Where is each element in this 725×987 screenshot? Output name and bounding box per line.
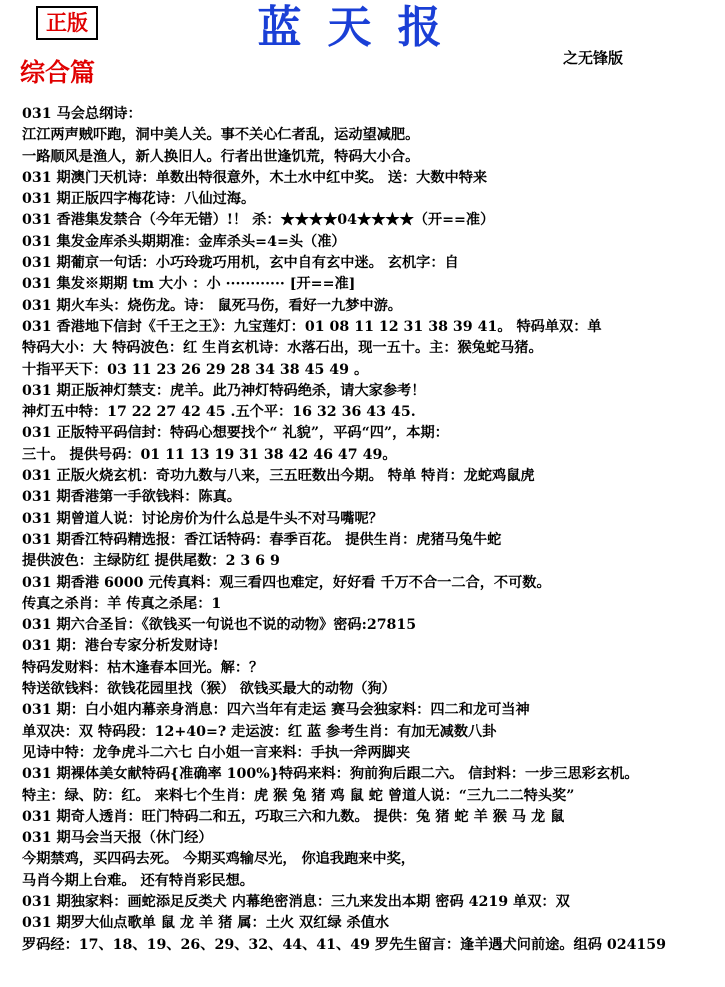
- text-line-8: 031 期葡京一句话：小巧玲珑巧用机，玄中自有玄中迷。 玄机字：自: [22, 255, 459, 272]
- text-line-36: 今期禁鸡，买四码去死。 今期买鸡输尽光， 你追我跑来中奖，: [22, 851, 415, 868]
- text-line-7: 031 集发金库杀头期期准：金库杀头=4=头（准）: [22, 233, 346, 250]
- text-line-28: 特送欲钱料：欲钱花园里找（猴） 欲钱买最大的动物（狗）: [22, 681, 396, 698]
- text-line-33: 特主：绿、防：红。 来料七个生肖：虎 猴 兔 猪 鸡 鼠 蛇 曾道人说：“三九二二特头奖”: [22, 787, 575, 804]
- text-line-40: 罗码经：17、18、19、26、29、32、44、41、49 罗先生留言：逢羊遇犬问前途。组码 024159: [22, 936, 667, 953]
- text-line-30: 单双决：双 特码段：12+40=? 走运波：红 蓝 参考生肖：有加无减数八卦: [22, 723, 497, 740]
- text-line-39: 031 期罗大仙点歌单 鼠 龙 羊 猪 属：土火 双红绿 杀值水: [22, 915, 390, 932]
- text-line-19: 031 期香港第一手欲钱料：陈真。: [22, 489, 241, 506]
- text-line-25: 031 期六合圣旨：《欲钱买一句说也不说的动物》密码:27815: [22, 617, 417, 634]
- genuine-edition-badge: 正版: [36, 6, 98, 40]
- text-line-27: 特码发财料：枯木逢春本回光。解：？: [22, 659, 264, 676]
- text-line-23: 031 期香港 6000 元传真料：观三看四也难定，好好看 千万不合一二合，不可数。: [22, 574, 551, 591]
- text-line-26: 031 期：港台专家分析发财诗!: [22, 638, 219, 655]
- text-line-16: 031 正版特平码信封：特码心想要找个“ 礼貌”，平码“四”，本期：: [22, 425, 449, 442]
- newspaper-title: 蓝天报: [257, 2, 468, 53]
- text-line-18: 031 正版火烧玄机：奇功九数与八来，三五旺数出今期。 特单 特肖：龙蛇鸡鼠虎: [22, 468, 535, 485]
- text-line-1: 031 马会总纲诗：: [22, 106, 142, 122]
- article-body: [22, 104, 717, 956]
- text-line-21: 031 期香江特码精选报：香江话特码：春季百花。 提供生肖：虎猪马兔牛蛇: [22, 531, 502, 548]
- text-line-37: 马肖今期上台难。 还有特肖彩民想。: [22, 872, 254, 889]
- text-line-32: 031 期裸体美女献特码{准确率 100%}特码来料：狗前狗后跟二六。 信封料：一步三思彩玄机。: [22, 766, 639, 783]
- text-line-17: 三十。 提供号码：01 11 13 19 31 38 42 46 47 49。: [22, 446, 397, 463]
- text-line-34: 031 期奇人透肖：旺门特码二和五，巧取三六和九数。 提供：兔 猪 蛇 羊 猴 马 龙 鼠: [22, 808, 565, 825]
- edition-label: 之无锋版: [563, 49, 624, 67]
- text-line-4: 031 期澳门天机诗：单数出特很意外，木土水中红中奖。 送：大数中特来: [22, 169, 488, 186]
- text-line-24: 传真之杀肖：羊 传真之杀尾：1: [22, 595, 222, 612]
- text-line-15: 神灯五中特：17 22 27 42 45 .五个平：16 32 36 43 45.: [22, 404, 416, 421]
- text-line-12: 特码大小：大 特码波色：红 生肖玄机诗：水落石出，现一五十。主：猴兔蛇马猪。: [22, 340, 543, 357]
- text-line-2: 江江两声贼吓跑，洞中美人关。事不关心仁者乱，运动望减肥。: [22, 127, 420, 144]
- section-title: 综合篇: [20, 58, 96, 87]
- text-line-14: 031 期正版神灯禁支：虎羊。此乃神灯特码绝杀，请大家参考！: [22, 382, 426, 399]
- text-line-35: 031 期马会当天报（休门经）: [22, 830, 213, 847]
- text-line-9: 031 集发※期期 tm 大小 ：小 ············ [开==准]: [22, 276, 356, 293]
- text-line-6: 031 香港集发禁合（今年无错）!！ 杀：★★★★04★★★★（开==准）: [22, 212, 495, 229]
- text-line-29: 031 期：白小姐内幕亲身消息：四六当年有走运 赛马会独家料：四二和龙可当神: [22, 702, 530, 719]
- text-line-13: 十指平天下：03 11 23 26 29 28 34 38 45 49 。: [22, 361, 369, 378]
- text-line-31: 见诗中特：龙争虎斗二六七 白小姐一言来料：手执一斧两脚夹: [22, 744, 411, 761]
- text-line-20: 031 期曾道人说：讨论房价为什么总是牛头不对马嘴呢？: [22, 510, 383, 527]
- text-line-38: 031 期独家料：画蛇添足反类犬 内幕绝密消息：三九来发出本期 密码 4219 单双：双: [22, 893, 570, 910]
- text-line-22: 提供波色：主绿防红 提供尾数：2 3 6 9: [22, 553, 280, 570]
- text-line-5: 031 期正版四字梅花诗：八仙过海。: [22, 191, 256, 208]
- text-line-3: 一路顺风是渔人，新人换旧人。行者出世逢饥荒，特码大小合。: [22, 148, 420, 165]
- text-line-10: 031 期火车头：烧伤龙。诗： 鼠死马伤，看好一九梦中游。: [22, 297, 402, 314]
- text-line-11: 031 香港地下信封《千王之王》：九宝莲灯：01 08 11 12 31 38 39 41。 特码单双：单: [22, 318, 602, 335]
